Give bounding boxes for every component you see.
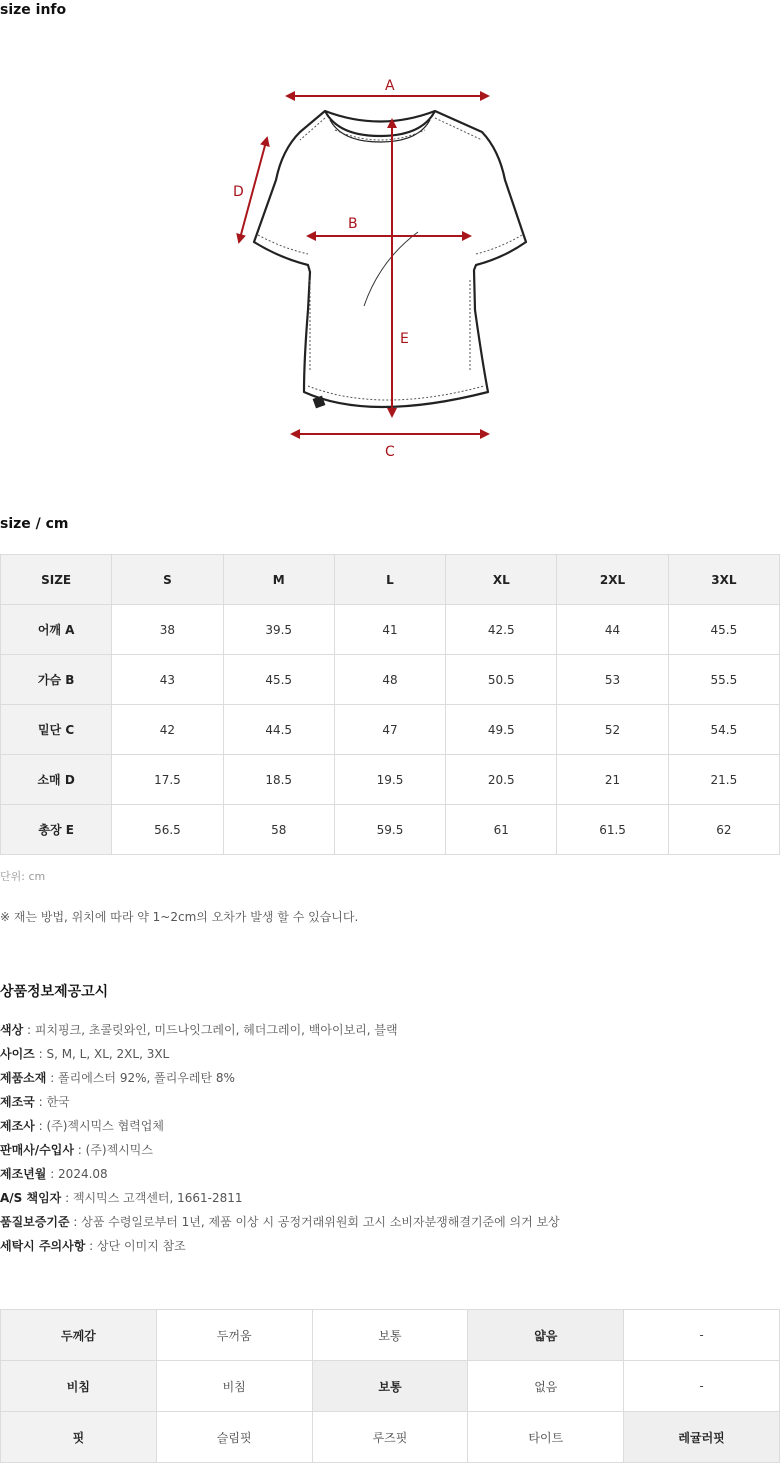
cell: 17.5	[112, 755, 223, 805]
cell: 38	[112, 605, 223, 655]
product-info-title: 상품정보제공고시	[0, 984, 109, 1000]
row-label: 총장 E	[1, 805, 112, 855]
cell: 59.5	[334, 805, 445, 855]
cell: 58	[223, 805, 334, 855]
header-xl: XL	[446, 555, 557, 605]
cell: 42.5	[446, 605, 557, 655]
feel-option: 비침	[156, 1361, 312, 1412]
cell: 20.5	[446, 755, 557, 805]
label-d: D	[233, 184, 244, 200]
feel-row-thickness	[1, 1310, 780, 1361]
cell: 21.5	[668, 755, 779, 805]
row-label: 밑단 C	[1, 705, 112, 755]
info-row-material: 제품소재 : 폴리에스터 92%, 폴리우레탄 8%	[0, 1071, 235, 1085]
feel-row-sheerness	[1, 1361, 780, 1412]
feel-option-selected: 보통	[312, 1361, 468, 1412]
cell: 53	[557, 655, 668, 705]
feel-label: 핏	[1, 1412, 157, 1463]
feel-option: 없음	[468, 1361, 624, 1412]
size-table-title: size / cm	[0, 516, 69, 532]
feel-option: 타이트	[468, 1412, 624, 1463]
cell: 55.5	[668, 655, 779, 705]
cell: 41	[334, 605, 445, 655]
header-2xl: 2XL	[557, 555, 668, 605]
info-row-warranty: 품질보증기준 : 상품 수령일로부터 1년, 제품 이상 시 공정거래위원회 고시 소비자분쟁해결기준에 의거 보상	[0, 1215, 560, 1229]
info-row-country: 제조국 : 한국	[0, 1095, 70, 1109]
feel-option-selected: 레귤러핏	[624, 1412, 780, 1463]
header-size: SIZE	[1, 555, 112, 605]
unit-note: 단위: cm	[0, 870, 46, 883]
label-c: C	[385, 444, 395, 460]
cell: 42	[112, 705, 223, 755]
feel-label: 두께감	[1, 1310, 157, 1361]
feel-row-fit	[1, 1412, 780, 1463]
row-label: 어깨 A	[1, 605, 112, 655]
feel-option: -	[624, 1310, 780, 1361]
row-label: 소매 D	[1, 755, 112, 805]
cell: 44.5	[223, 705, 334, 755]
tshirt-measurement-diagram	[220, 70, 540, 460]
header-3xl: 3XL	[668, 555, 779, 605]
cell: 62	[668, 805, 779, 855]
cell: 43	[112, 655, 223, 705]
label-b: B	[348, 216, 358, 232]
cell: 50.5	[446, 655, 557, 705]
feel-option: 슬림핏	[156, 1412, 312, 1463]
cell: 44	[557, 605, 668, 655]
row-label: 가슴 B	[1, 655, 112, 705]
table-row	[1, 705, 780, 755]
label-a: A	[385, 78, 395, 94]
cell: 48	[334, 655, 445, 705]
cell: 49.5	[446, 705, 557, 755]
info-row-as: A/S 책임자 : 젝시믹스 고객센터, 1661-2811	[0, 1191, 243, 1205]
cell: 45.5	[223, 655, 334, 705]
info-row-date: 제조년월 : 2024.08	[0, 1167, 108, 1181]
label-e: E	[400, 331, 409, 347]
cell: 52	[557, 705, 668, 755]
cell: 18.5	[223, 755, 334, 805]
info-row-size: 사이즈 : S, M, L, XL, 2XL, 3XL	[0, 1047, 170, 1061]
feel-option: 루즈핏	[312, 1412, 468, 1463]
cell: 19.5	[334, 755, 445, 805]
feel-option: 두꺼움	[156, 1310, 312, 1361]
info-row-washing: 세탁시 주의사항 : 상단 이미지 참조	[0, 1239, 186, 1253]
fabric-feel-table	[0, 1309, 780, 1463]
feel-option-selected: 얇음	[468, 1310, 624, 1361]
size-table	[0, 554, 780, 855]
cell: 39.5	[223, 605, 334, 655]
feel-label: 비침	[1, 1361, 157, 1412]
cell: 45.5	[668, 605, 779, 655]
info-row-seller: 판매사/수입사 : (주)젝시믹스	[0, 1143, 153, 1157]
table-row	[1, 805, 780, 855]
info-row-color: 색상 : 피치핑크, 초콜릿와인, 미드나잇그레이, 헤더그레이, 백아이보리, 블랙	[0, 1023, 398, 1037]
cell: 56.5	[112, 805, 223, 855]
header-s: S	[112, 555, 223, 605]
cell: 61	[446, 805, 557, 855]
table-row	[1, 655, 780, 705]
info-row-manufacturer: 제조사 : (주)젝시믹스 협력업체	[0, 1119, 164, 1133]
measurement-disclaimer: ※ 재는 방법, 위치에 따라 약 1~2cm의 오차가 발생 할 수 있습니다.	[0, 910, 359, 924]
header-l: L	[334, 555, 445, 605]
product-info-list	[0, 1020, 560, 1260]
header-m: M	[223, 555, 334, 605]
feel-option: 보통	[312, 1310, 468, 1361]
cell: 21	[557, 755, 668, 805]
table-row	[1, 605, 780, 655]
size-info-title: size info	[0, 2, 67, 18]
cell: 61.5	[557, 805, 668, 855]
size-table-header	[1, 555, 780, 605]
cell: 54.5	[668, 705, 779, 755]
feel-option: -	[624, 1361, 780, 1412]
cell: 47	[334, 705, 445, 755]
table-row	[1, 755, 780, 805]
